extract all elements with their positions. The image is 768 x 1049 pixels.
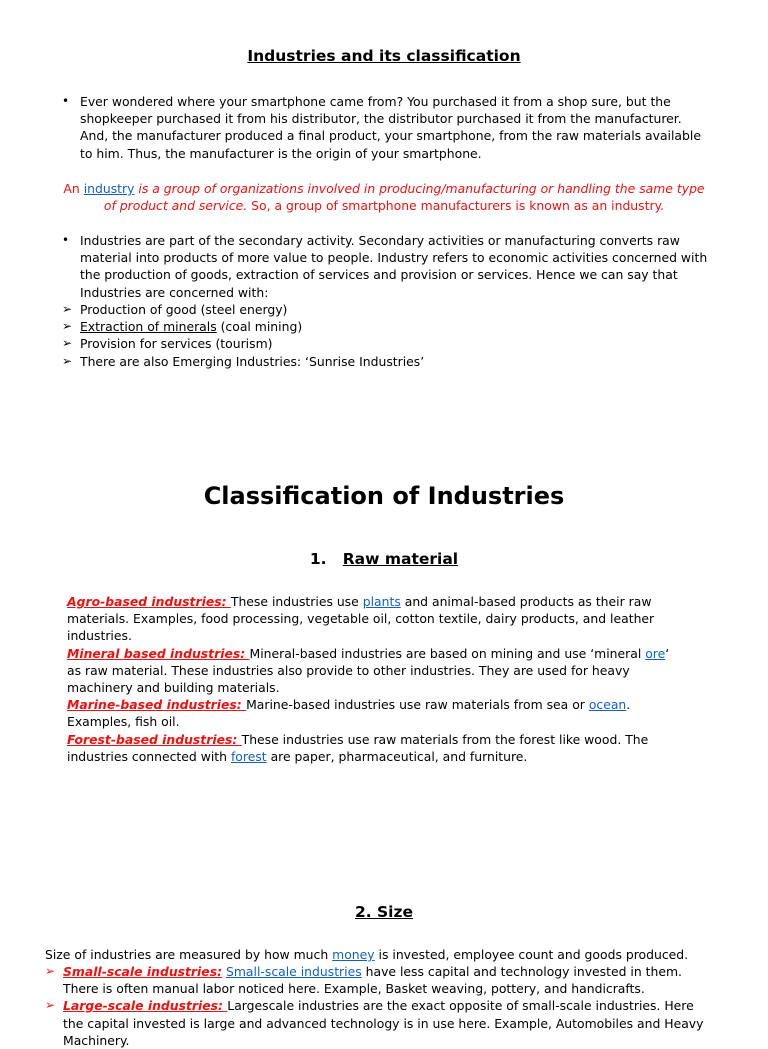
document-title: Industries and its classification: [247, 47, 521, 65]
intro-text: Ever wondered where your smartphone came from? You purchased it from a shop sure, but the shopkeeper purchased it from his distributor, the distributor purchased it from the manufacturer. And, the manufacturer produced a final product, your smartphone, from the raw materials available to him. Thus, the manufacturer is the origin of your smartphone.: [80, 94, 701, 161]
list-item: [67, 645, 679, 697]
list-item: [67, 593, 679, 645]
definition-italic: is a group of organizations involved in producing/manufacturing or handling the same type of product and service.: [103, 181, 705, 214]
intro-text: is invested, employee count and goods produced.: [374, 947, 689, 962]
concern-text: (coal mining): [216, 319, 303, 335]
list-item: [67, 696, 679, 730]
small-scale-term: Small-scale industries:: [63, 964, 223, 979]
concern-text: Production of good (steel energy): [80, 302, 288, 317]
concern-text: Provision for services (tourism): [80, 336, 273, 352]
item-text: Marine-based industries use raw materials from sea or: [246, 697, 589, 713]
forest-link[interactable]: forest: [230, 748, 267, 764]
ore-link[interactable]: ore: [645, 645, 666, 661]
list-item: [67, 731, 679, 765]
list-item: [62, 301, 712, 318]
definition-prefix: An: [63, 181, 84, 196]
arrow-bullet-icon: ➢: [62, 302, 73, 316]
list-item: [45, 997, 711, 1049]
small-scale-link[interactable]: Small-scale industries: [225, 964, 362, 979]
list-item: [62, 353, 712, 370]
raw-material-list: [67, 593, 679, 765]
money-link[interactable]: money: [332, 947, 375, 962]
item-text: Largescale industries are the exact opposite of small-scale industries. Here the capital invested is large and advanced technology is in use here. Example, Automobiles and Heavy Machinery.: [63, 998, 704, 1048]
intro-text: Size of industries are measured by how much: [45, 947, 333, 962]
forest-term: Forest-based industries:: [67, 731, 242, 747]
size-heading: [0, 902, 768, 922]
size-list: [45, 963, 711, 1049]
secondary-text: Industries are part of the secondary activity. Secondary activities or manufacturing converts raw material into products of more value to people. Industry refers to economic activities concerned with the production of goods, extraction of services and provision or services. Hence we can say that Industries are concerned with:: [80, 233, 708, 300]
concerns-list: [62, 301, 712, 370]
item-text: . Examples, fish oil.: [67, 697, 631, 730]
heading-label: 2. Size: [354, 903, 414, 921]
item-text: and animal-based products as their raw materials. Examples, food processing, vegetable oil, cotton textile, dairy products, and leather industries.: [67, 594, 655, 644]
item-text: are paper, pharmaceutical, and furniture.: [266, 748, 528, 764]
secondary-bullet: [62, 232, 712, 301]
heading-label: Raw material: [342, 550, 459, 568]
large-scale-term: Large-scale industries:: [63, 998, 228, 1014]
item-text: Mineral-based industries are based on mining and use ‘mineral: [249, 645, 646, 661]
mineral-term: Mineral based industries:: [67, 645, 250, 661]
ocean-link[interactable]: ocean: [588, 697, 627, 713]
bullet-dot-icon: •: [62, 94, 70, 108]
bullet-dot-icon: •: [62, 233, 70, 247]
arrow-bullet-icon: ➢: [62, 319, 73, 334]
agro-term: Agro-based industries:: [67, 594, 231, 609]
heading-number: 1.: [309, 550, 327, 568]
list-item: [62, 335, 712, 352]
item-text: ‘ as raw material. These industries also provide to other industries. They are used for heavy machinery and building materials.: [67, 645, 670, 696]
industry-link[interactable]: industry: [83, 181, 135, 196]
arrow-bullet-icon: ➢: [62, 353, 73, 368]
item-text: These industries use: [230, 594, 363, 609]
raw-material-heading: [0, 549, 768, 569]
section-heading: Classification of Industries: [203, 482, 565, 510]
arrow-bullet-icon: ➢: [45, 964, 56, 978]
arrow-bullet-icon: ➢: [45, 998, 56, 1013]
industry-definition: [60, 180, 708, 214]
definition-rest: So, a group of smartphone manufacturers is known as an industry.: [247, 198, 665, 214]
item-text: These industries use raw materials from the forest like wood. The industries connected with: [67, 731, 649, 764]
arrow-bullet-icon: ➢: [62, 336, 73, 351]
list-item: [62, 318, 712, 335]
marine-term: Marine-based industries:: [67, 697, 247, 713]
size-intro: [45, 946, 725, 963]
extraction-of-minerals-link[interactable]: Extraction of minerals: [80, 319, 217, 335]
plants-link[interactable]: plants: [362, 594, 401, 609]
item-text: have less capital and technology invested in them. There is often manual labor noticed here. Example, Basket weaving, pottery, and handicrafts.: [63, 964, 682, 997]
intro-bullet: [62, 93, 712, 162]
concern-text: There are also Emerging Industries: ‘Sunrise Industries’: [80, 353, 425, 369]
list-item: [45, 963, 711, 997]
